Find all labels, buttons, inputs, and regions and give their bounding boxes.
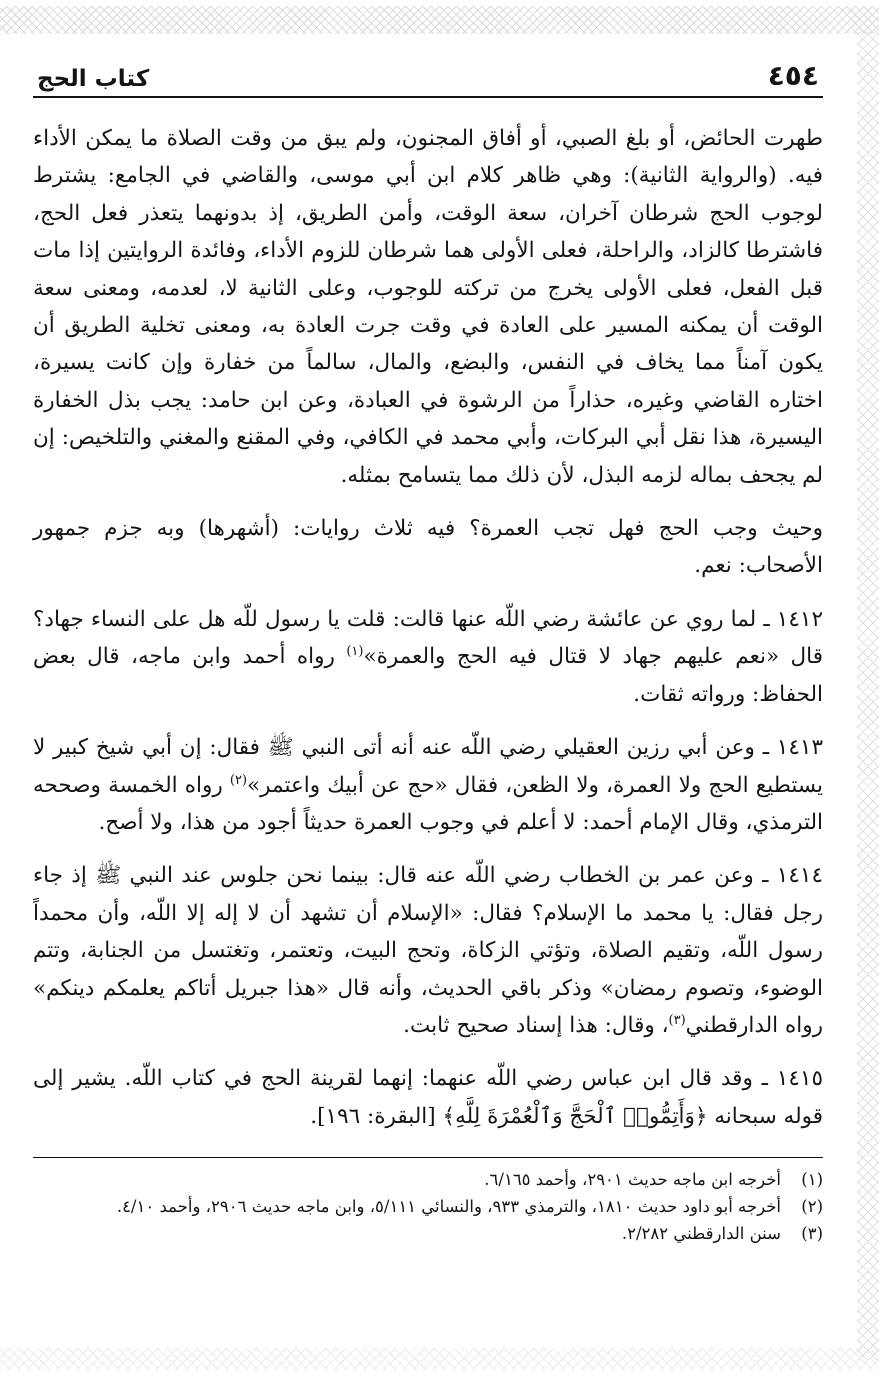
page-header bbox=[33, 52, 823, 98]
footnote-ref-2: (٢) bbox=[229, 772, 248, 788]
footnote-number: (٣) bbox=[801, 1224, 823, 1244]
paragraph-2: وحيث وجب الحج فهل تجب العمرة؟ فيه ثلاث روايات: (أشهرها) وبه جزم جمهور الأصحاب: نعم. bbox=[33, 516, 823, 579]
hadith-1413: ١٤١٣ ـ وعن أبي رزين العقيلي رضي اللّه عنه أنه أتى النبي ﷺ فقال: إن أبي شيخ كبير لا يستطيع الحج ولا العمرة، ولا الظعن، فقال «حج عن أبيك واعتمر»$^{(٢)}$ رواه الخمسة وصححه الترمذي، وقال الإمام أحمد: لا أعلم في وجوب العمرة حديثاً أجود من هذا، ولا أصح. bbox=[33, 735, 823, 835]
footnote-text: أخرجه أبو داود حديث ١٨١٠، والترمذي ٩٣٣، والنسائي ٥/١١١، وابن ماجه حديث ٢٩٠٦، وأحمد ٤/١٠. bbox=[116, 1197, 781, 1217]
footnotes bbox=[33, 1157, 823, 1247]
book-page bbox=[33, 52, 823, 1352]
footnote-number: (٢) bbox=[801, 1197, 823, 1217]
hadith-1415: ١٤١٥ ـ وقد قال ابن عباس رضي اللّه عنهما: إنهما لقرينة الحج في كتاب اللّه. يشير إلى قوله سبحانه ﴿وَأَتِمُّوا۟ ٱلْحَجَّ وَٱلْعُمْرَةَ لِلَّهِ﴾ [البقرة: ١٩٦]. bbox=[33, 1066, 823, 1129]
page-body bbox=[33, 120, 823, 1135]
hadith-1414: ١٤١٤ ـ وعن عمر بن الخطاب رضي اللّه عنه قال: بينما نحن جلوس عند النبي ﷺ إذ جاء رجل فقال: يا محمد ما الإسلام؟ فقال: «الإسلام أن تشهد أن لا إله إلا اللّه، وأن محمداً رسول اللّه، وتقيم الصلاة، وتؤتي الزكاة، وتحج البيت، وتعتمر، وتغتسل من الجنابة، وتتم الوضوء، وتصوم رمضان» وذكر باقي الحديث، وأنه قال «هذا جبريل أتاكم يعلمكم دينكم» رواه الدارقطني$^{(٣)}$، وقال: هذا إسناد صحيح ثابت. bbox=[33, 863, 823, 1038]
footnote-2 bbox=[33, 1193, 823, 1220]
footnote-text: سنن الدارقطني ٢/٢٨٢. bbox=[621, 1224, 781, 1244]
footnote-number: (١) bbox=[801, 1170, 823, 1190]
chapter-title: كتاب الحج bbox=[37, 66, 150, 92]
footnote-1 bbox=[33, 1166, 823, 1193]
decorative-border-right bbox=[857, 30, 879, 1360]
paragraph-1: طهرت الحائض، أو بلغ الصبي، أو أفاق المجنون، ولم يبق من وقت الصلاة ما يمكن الأداء فيه. (والرواية الثانية): وهي ظاهر كلام ابن أبي موسى، والقاضي في الجامع: يشترط لوجوب الحج شرطان آخران، سعة الوقت، وأمن الطريق، إذ بدونهما يتعذر فعل الحج، فاشترطا كالزاد، والراحلة، فعلى الأولى هما شرطان للزوم الأداء، وفائدة الروايتين إذا مات قبل الفعل، فعلى الأولى يخرج من تركته للوجوب، وعلى الثانية لا، لعدمه، ومعنى سعة الوقت أن يمكنه المسير على العادة في وقت جرت العادة به، ومعنى تخلية الطريق أن يكون آمناً مما يخاف في النفس، والبضع، والمال، سالماً من خفارة وإن كانت يسيرة، اختاره القاضي وغيره، حذاراً من الرشوة في العبادة، وعن ابن حامد: يجب بذل الخفارة اليسيرة، هذا نقل أبي البركات، وأبي محمد في الكافي، وفي المقنع والمغني والتلخيص: إن لم يجحف بماله لزمه البذل، لأن ذلك مما يتسامح بمثله. bbox=[33, 126, 823, 488]
decorative-border-top bbox=[0, 6, 879, 34]
footnote-ref-1: (١) bbox=[346, 644, 364, 660]
hadith-1412: ١٤١٢ ـ لما روي عن عائشة رضي اللّه عنها قالت: قلت يا رسول للّه هل على النساء جهاد؟ قال «نعم عليهم جهاد لا قتال فيه الحج والعمرة»$^{(١)}$ رواه أحمد وابن ماجه، قال بعض الحفاظ: ورواته ثقات. bbox=[33, 606, 823, 707]
footnote-text: أخرجه ابن ماجه حديث ٢٩٠١، وأحمد ٦/١٦٥. bbox=[484, 1170, 781, 1190]
footnote-ref-3: (٣) bbox=[668, 1012, 686, 1028]
footnote-3 bbox=[33, 1220, 823, 1247]
page-number: ٤٥٤ bbox=[767, 59, 819, 92]
